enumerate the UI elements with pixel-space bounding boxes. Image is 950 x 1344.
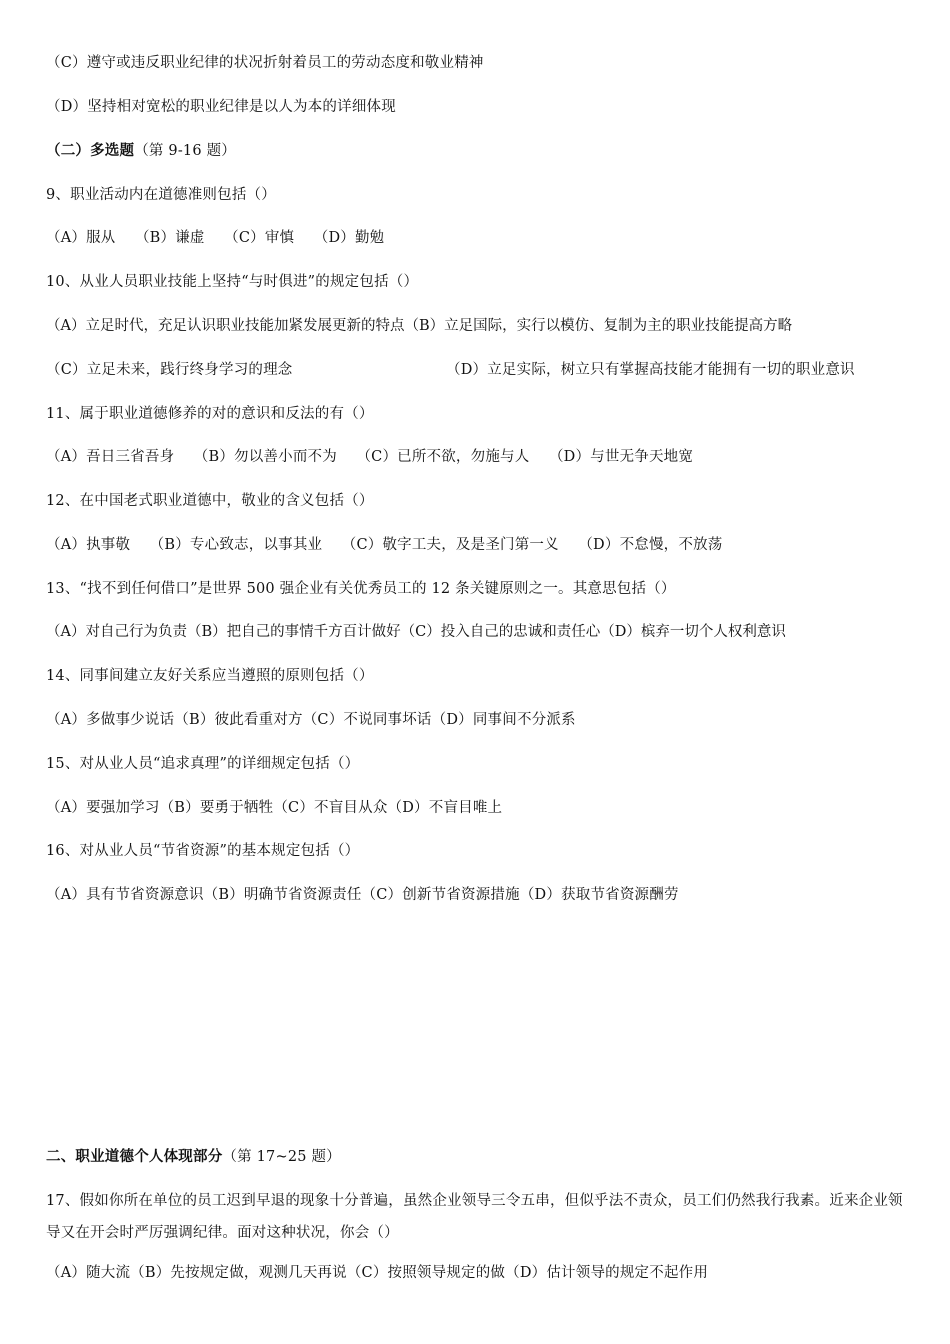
question-12-options: （A）执事敬 （B）专心致志，以事其业 （C）敬字工夫，及是圣门第一义 （D）不怠慢，不放荡 <box>46 537 723 553</box>
question-13-options: （A）对自己行为负责（B）把自己的事情千方百计做好（C）投入自己的忠诚和责任心（D）槟弃一切个人权利意识 <box>46 624 786 640</box>
section-heading-multi-range: （第 9-16 题） <box>134 143 236 159</box>
question-11-options: （A）吾日三省吾身 （B）勿以善小而不为 （C）已所不欲，勿施与人 （D）与世无争天地宽 <box>46 449 694 465</box>
question-14-options: （A）多做事少说话（B）彼此看重对方（C）不说同事坏话（D）同事间不分派系 <box>46 712 576 728</box>
option-line-d: （D）坚持相对宽松的职业纪律是以人为本的详细体现 <box>46 99 396 115</box>
question-12: 12、在中国老式职业道德中，敬业的含义包括（） <box>46 493 374 509</box>
question-17: 17、假如你所在单位的员工迟到早退的现象十分普遍，虽然企业领导三令五串，但似乎法不责众，员工们仍然我行我素。近来企业领导又在开会时严厉强调纪律。面对这种状况，你会（） <box>46 1193 903 1241</box>
question-10-option-c: （C）立足未来，践行终身学习的理念 <box>46 362 293 378</box>
question-14: 14、同事间建立友好关系应当遵照的原则包括（） <box>46 668 374 684</box>
question-10: 10、从业人员职业技能上坚持“与时俱进”的规定包括（） <box>46 274 419 290</box>
question-10-options-cd <box>46 360 908 380</box>
question-17-options: （A）随大流（B）先按规定做，观测几天再说（C）按照领导规定的做（D）估计领导的规定不起作用 <box>46 1265 709 1281</box>
option-line-c: （C）遵守或违反职业纪律的状况折射着员工的劳动态度和敬业精神 <box>46 55 484 71</box>
question-10-options-ab: （A）立足时代，充足认识职业技能加紧发展更新的特点（B）立足国际，实行以模仿、复制为主的职业技能提高方略 <box>46 318 793 334</box>
section-heading-multi <box>46 141 908 161</box>
question-16: 16、对从业人员“节省资源”的基本规定包括（） <box>46 843 360 859</box>
question-10-option-d: （D）立足实际，树立只有掌握高技能才能拥有一切的职业意识 <box>446 362 855 378</box>
section-heading-multi-title: （二）多选题 <box>46 142 135 159</box>
question-11: 11、属于职业道德修养的对的意识和反法的有（） <box>46 406 374 422</box>
question-15-options: （A）要强加学习（B）要勇于牺牲（C）不盲目从众（D）不盲目唯上 <box>46 800 503 816</box>
section-heading-two <box>46 1147 908 1167</box>
question-9-options: （A）服从 （B）谦虚 （C）审慎 （D）勤勉 <box>46 230 385 246</box>
question-9: 9、职业活动内在道德准则包括（） <box>46 187 276 203</box>
section-heading-two-range: （第 17~25 题） <box>222 1149 341 1165</box>
section-heading-two-title: 二、职业道德个人体现部分 <box>46 1148 223 1165</box>
question-15: 15、对从业人员“追求真理”的详细规定包括（） <box>46 756 360 772</box>
question-16-options: （A）具有节省资源意识（B）明确节省资源责任（C）创新节省资源措施（D）获取节省资源酬劳 <box>46 887 679 903</box>
question-13: 13、“找不到任何借口”是世界 500 强企业有关优秀员工的 12 条关键原则之一。其意思包括（） <box>46 581 676 597</box>
